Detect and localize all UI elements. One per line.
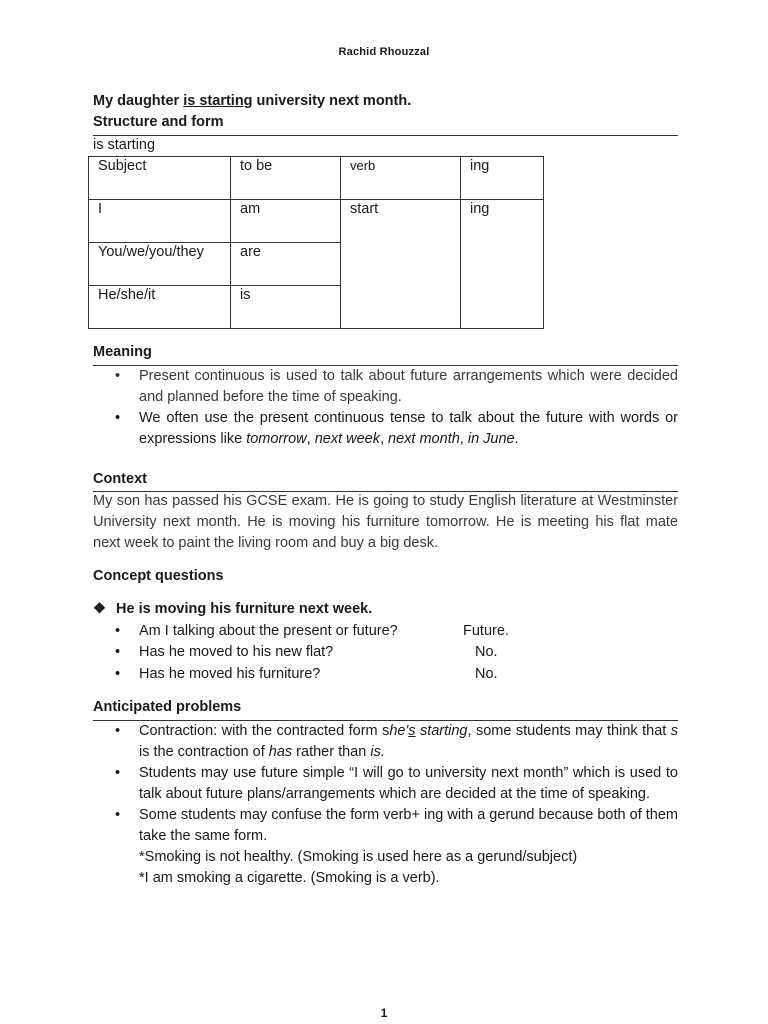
table-cell: ing [461, 200, 544, 329]
list-item: • We often use the present continuous tense to talk about the future with words or expressions like tomorrow, next week, next month, in June. [115, 410, 678, 447]
table-cell: are [231, 243, 341, 286]
structure-heading: Structure and form [93, 114, 224, 130]
table-cell: You/we/you/they [89, 243, 231, 286]
problems-list [115, 721, 678, 889]
problems-heading: Anticipated problems [93, 699, 242, 715]
page-number: 1 [380, 1006, 388, 1020]
meaning-list [115, 366, 678, 450]
bullet-icon: • [115, 666, 121, 682]
document-page: Rachid Rhouzzal My daughter is starting university next month. Structure and form is starting Subject to be verb ing I am start ing You/we/you/they are He/she/it is Meaning • Present continuous is used to talk about future arrangements which were decided and planned before the time of speaking. • We often use the present continuous tense to talk about the future with words or expressions like tomorrow, next week, next month, in June. Context My son has passed his GCSE exam. He is going to study English literature at Westminster University next month. He is moving his furniture tomorrow. He is meeting his flat mate next week to paint the living room and buy a big desk. Concept questions ❖ He is moving his furniture next week. • Am I talking about the present or future? Future. • Has he moved to his new flat? No. • Has he moved his furniture? No. Anticipated problems • Contraction: with the contracted form she's starting, some students may think that s is the contraction of has rather than is. • Students may use future simple “I will go to university next month” which is used to talk about future plans/arrangements which are decided at the time of speaking. • Some students may confuse the form verb+ ing with a gerund because both of them take the same form. *Smoking is not healthy. (Smoking is used here as a gerund/subject) *I am smoking a cigarette. (Smoking is a verb). 1 [0, 0, 768, 1024]
structure-subtitle: is starting [93, 137, 156, 153]
table-cell: is [231, 286, 341, 329]
table-header-cell: verb [341, 157, 461, 200]
bullet-icon: • [115, 765, 121, 781]
table-header-cell: to be [231, 157, 341, 200]
concept-lead: ❖ He is moving his furniture next week. [93, 601, 373, 617]
context-paragraph: My son has passed his GCSE exam. He is going to study English literature at Westminster University next month. He is moving his furniture tomorrow. He is meeting his flat mate next week to paint the living room and buy a big desk. [93, 493, 678, 551]
author-header: Rachid Rhouzzal [338, 46, 430, 58]
concept-heading: Concept questions [93, 568, 224, 584]
table-header-row [89, 157, 544, 200]
title-before: My daughter [93, 93, 184, 109]
bullet-icon: • [115, 623, 121, 639]
bullet-icon: • [115, 368, 121, 384]
bullet-icon: • [115, 410, 121, 426]
context-heading: Context [93, 471, 147, 487]
list-item: • Some students may confuse the form verb+ ing with a gerund because both of them take the same form. *Smoking is not healthy. (Smoking is used here as a gerund/subject) *I am smoking a cigarette. (Smoking is a verb). [115, 807, 678, 886]
bullet-icon: • [115, 644, 121, 660]
table-header-cell: Subject [89, 157, 231, 200]
list-item: • Present continuous is used to talk about future arrangements which were decided and planned before the time of speaking. [115, 368, 678, 405]
structure-rule [93, 135, 678, 136]
table-cell: He/she/it [89, 286, 231, 329]
meaning-heading: Meaning [93, 344, 152, 360]
title-after: university next month. [252, 93, 412, 109]
page-title [93, 93, 411, 109]
list-item: • Contraction: with the contracted form she's starting, some students may think that s is the contraction of has rather than is. [115, 723, 678, 760]
title-underlined: is starting [183, 93, 253, 109]
bullet-icon: • [115, 807, 121, 823]
list-item: • Students may use future simple “I will go to university next month” which is used to talk about future plans/arrangements which are decided at the time of speaking. [115, 765, 678, 802]
table-header-cell: ing [461, 157, 544, 200]
table-cell: am [231, 200, 341, 243]
structure-table [88, 156, 544, 329]
diamond-bullet-icon: ❖ [93, 601, 106, 617]
bullet-icon: • [115, 723, 121, 739]
table-cell: start [341, 200, 461, 329]
table-cell: I [89, 200, 231, 243]
table-row [89, 200, 544, 243]
